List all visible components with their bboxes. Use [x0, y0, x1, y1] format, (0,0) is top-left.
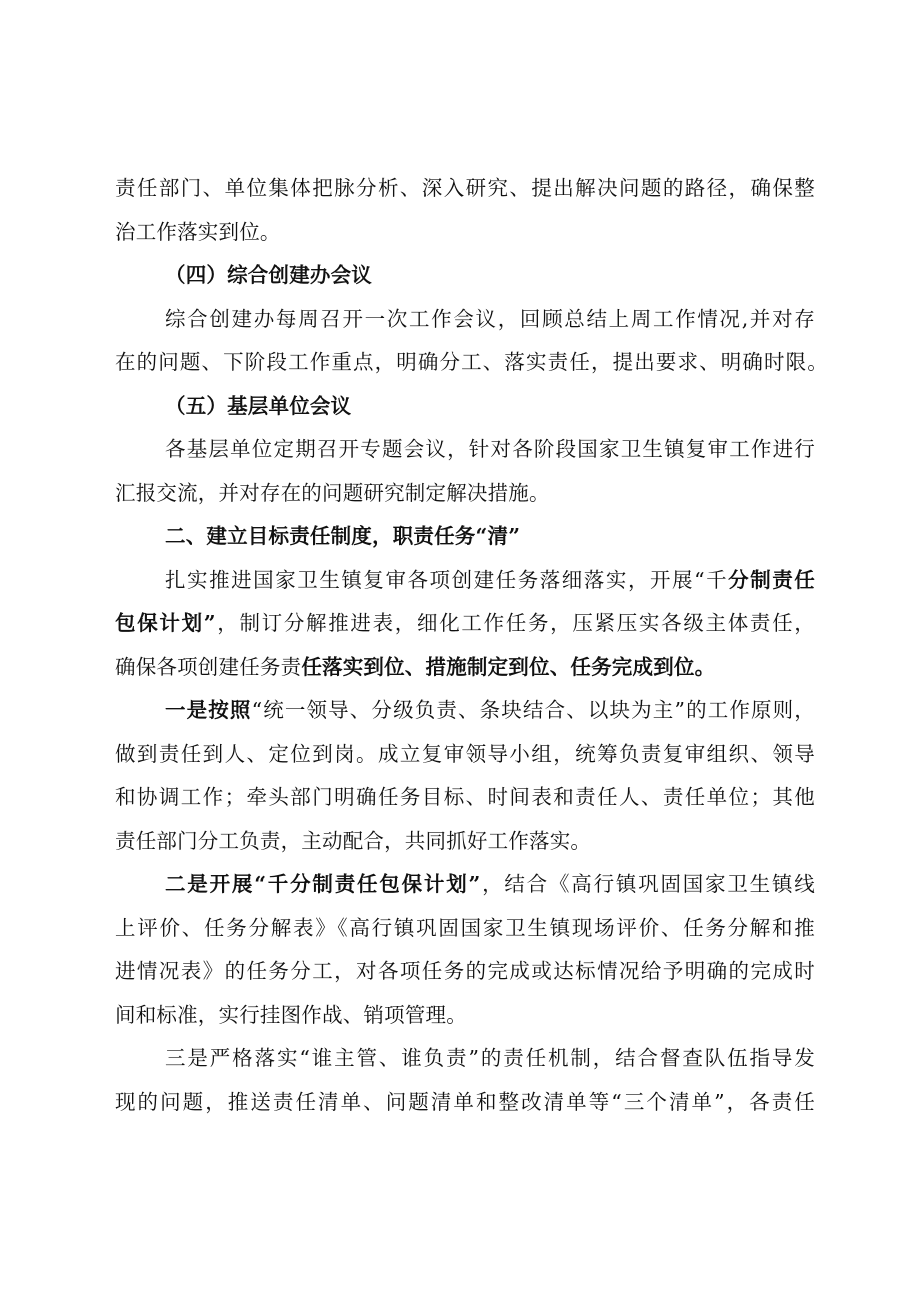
body-paragraph-line — [115, 826, 815, 856]
text-run: 责任部门分工负责，主动配合，共同抓好工作落实。 — [115, 829, 592, 853]
text-run: 和协调工作；牵头部门明确任务目标、时间表和责任人、责任单位；其他 — [115, 785, 815, 809]
body-paragraph-line — [115, 739, 815, 769]
body-paragraph-line — [115, 217, 815, 247]
body-paragraph-line — [165, 869, 815, 899]
body-paragraph-line — [115, 608, 815, 638]
text-run: 间和标准，实行挂图作战、销项管理。 — [115, 1003, 467, 1027]
text-run: 扎实推进国家卫生镇复审各项创建任务落细落实，开展“千 — [165, 568, 729, 592]
section-heading — [165, 391, 465, 421]
text-run: ，制订分解推进表，细化工作任务，压紧压实各级主体责任， — [215, 611, 815, 635]
body-paragraph-line — [165, 434, 815, 464]
text-run: 确保各项创建任务责 — [115, 655, 302, 679]
body-paragraph-line — [115, 1000, 815, 1030]
text-run: 各基层单位定期召开专题会议，针对各阶段国家卫生镇复审工作进行 — [165, 437, 815, 461]
body-paragraph-line — [115, 652, 815, 682]
bold-text-run: 一是按照 — [165, 698, 252, 722]
text-run: 三是严格落实“谁主管、谁负责”的责任机制，结合督查队伍指导发 — [165, 1046, 815, 1070]
text-run: 责任部门、单位集体把脉分析、深入研究、提出解决问题的路径，确保整 — [115, 176, 815, 200]
text-run: “统一领导、分级负责、条块结合、以块为主”的工作原则， — [251, 698, 815, 722]
body-paragraph-line — [165, 695, 815, 725]
chapter-heading — [165, 521, 615, 551]
text-run: ，结合《高行镇巩固国家卫生镇线 — [480, 872, 815, 896]
text-run: 上评价、任务分解表》《高行镇巩固国家卫生镇现场评价、任务分解和推 — [115, 916, 815, 940]
bold-text-run: 二是开展 — [165, 872, 255, 896]
bold-text-run: 任落实到位、措施制定到位、任务完成到位。 — [301, 655, 716, 679]
body-paragraph-line — [115, 173, 815, 203]
text-run: 进情况表》的任务分工，对各项任务的完成或达标情况给予明确的完成时 — [115, 959, 815, 983]
body-paragraph-line — [165, 565, 815, 595]
text-run: 汇报交流，并对存在的问题研究制定解决措施。 — [115, 481, 550, 505]
bold-text-run: “千分制责任包保计划” — [254, 872, 481, 896]
body-paragraph-line — [115, 782, 815, 812]
heading-text: （五）基层单位会议 — [165, 394, 352, 418]
text-run: 治工作落实到位。 — [115, 220, 281, 244]
body-paragraph-line — [165, 1043, 815, 1073]
text-run: 做到责任到人、定位到岗。成立复审领导小组，统筹负责复审组织、领导 — [115, 742, 815, 766]
body-paragraph-line — [115, 913, 815, 943]
body-paragraph-line — [115, 347, 828, 377]
bold-text-run: 分制责任 — [728, 568, 815, 592]
text-run: 在的问题、下阶段工作重点，明确分工、落实责任，提出要求、明确时限。 — [115, 350, 828, 374]
bold-text-run: 包保计划” — [115, 611, 216, 635]
heading-text: 二、建立目标责任制度，职责任务“清” — [165, 524, 521, 548]
body-paragraph-line — [115, 1087, 815, 1117]
text-run: 综合创建办每周召开一次工作会议，回顾总结上周工作情况,并对存 — [165, 307, 815, 331]
body-paragraph-line — [165, 304, 815, 334]
body-paragraph-line — [115, 956, 815, 986]
body-paragraph-line — [115, 478, 815, 508]
text-run: 现的问题，推送责任清单、问题清单和整改清单等“三个清单”，各责任 — [115, 1090, 815, 1114]
section-heading — [165, 260, 465, 290]
heading-text: （四）综合创建办会议 — [165, 263, 372, 287]
